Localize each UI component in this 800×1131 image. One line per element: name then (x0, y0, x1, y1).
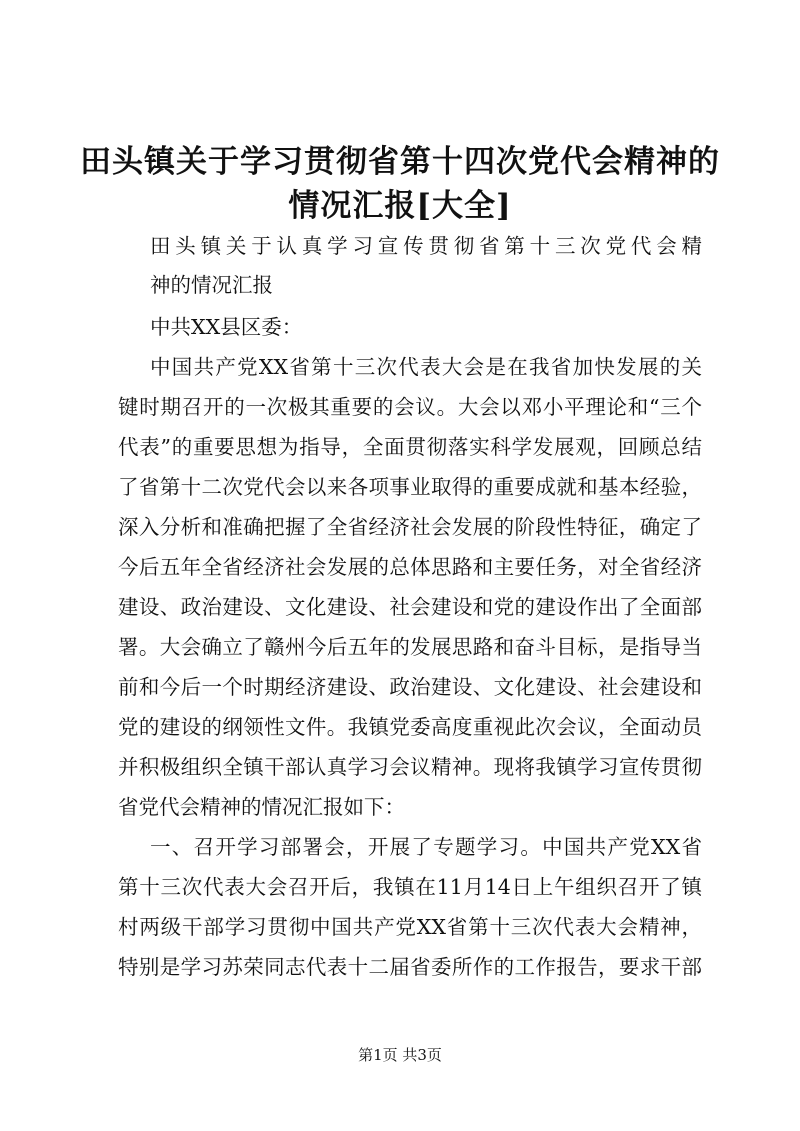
paragraph-line: 省党代会精神的情况汇报如下： (118, 795, 405, 819)
paragraph-line: 第十三次代表大会召开后，我镇在11月14日上午组织召开了镇 (118, 875, 702, 899)
paragraph-line: 中国共产党XX省第十三次代表大会是在我省加快发展的关 (150, 355, 702, 379)
document-title-line-2: 情况汇报[大全] (288, 188, 512, 224)
paragraph-line: 深入分析和准确把握了全省经济社会发展的阶段性特征，确定了 (118, 515, 702, 539)
salutation: 中共XX县区委： (150, 315, 303, 339)
paragraph-line: 了省第十二次党代会以来各项事业取得的重要成就和基本经验， (118, 475, 702, 499)
paragraph-line: 代表”的重要思想为指导，全面贯彻落实科学发展观，回顾总结 (118, 435, 702, 459)
page-number: 第1页 共3页 (358, 1046, 442, 1064)
subtitle-line-1: 田头镇关于认真学习宣传贯彻省第十三次党代会精 (150, 234, 702, 258)
paragraph-line: 特别是学习苏荣同志代表十二届省委所作的工作报告，要求干部 (118, 955, 702, 979)
document-title-line-1: 田头镇关于学习贯彻省第十四次党代会精神的 (80, 144, 720, 180)
paragraph-line: 今后五年全省经济社会发展的总体思路和主要任务，对全省经济 (118, 555, 702, 579)
paragraph-line: 一、召开学习部署会，开展了专题学习。中国共产党XX省 (150, 835, 702, 859)
paragraph-line: 并积极组织全镇干部认真学习会议精神。现将我镇学习宣传贯彻 (118, 755, 702, 779)
paragraph-line: 建设、政治建设、文化建设、社会建设和党的建设作出了全面部 (118, 595, 702, 619)
paragraph-line: 键时期召开的一次极其重要的会议。大会以邓小平理论和“三个 (118, 395, 702, 419)
subtitle-line-2: 神的情况汇报 (150, 273, 273, 297)
paragraph-line: 署。大会确立了赣州今后五年的发展思路和奋斗目标，是指导当 (118, 635, 702, 659)
paragraph-line: 前和今后一个时期经济建设、政治建设、文化建设、社会建设和 (118, 675, 702, 699)
paragraph-line: 村两级干部学习贯彻中国共产党XX省第十三次代表大会精神， (118, 915, 702, 939)
paragraph-line: 党的建设的纲领性文件。我镇党委高度重视此次会议，全面动员 (118, 715, 702, 739)
